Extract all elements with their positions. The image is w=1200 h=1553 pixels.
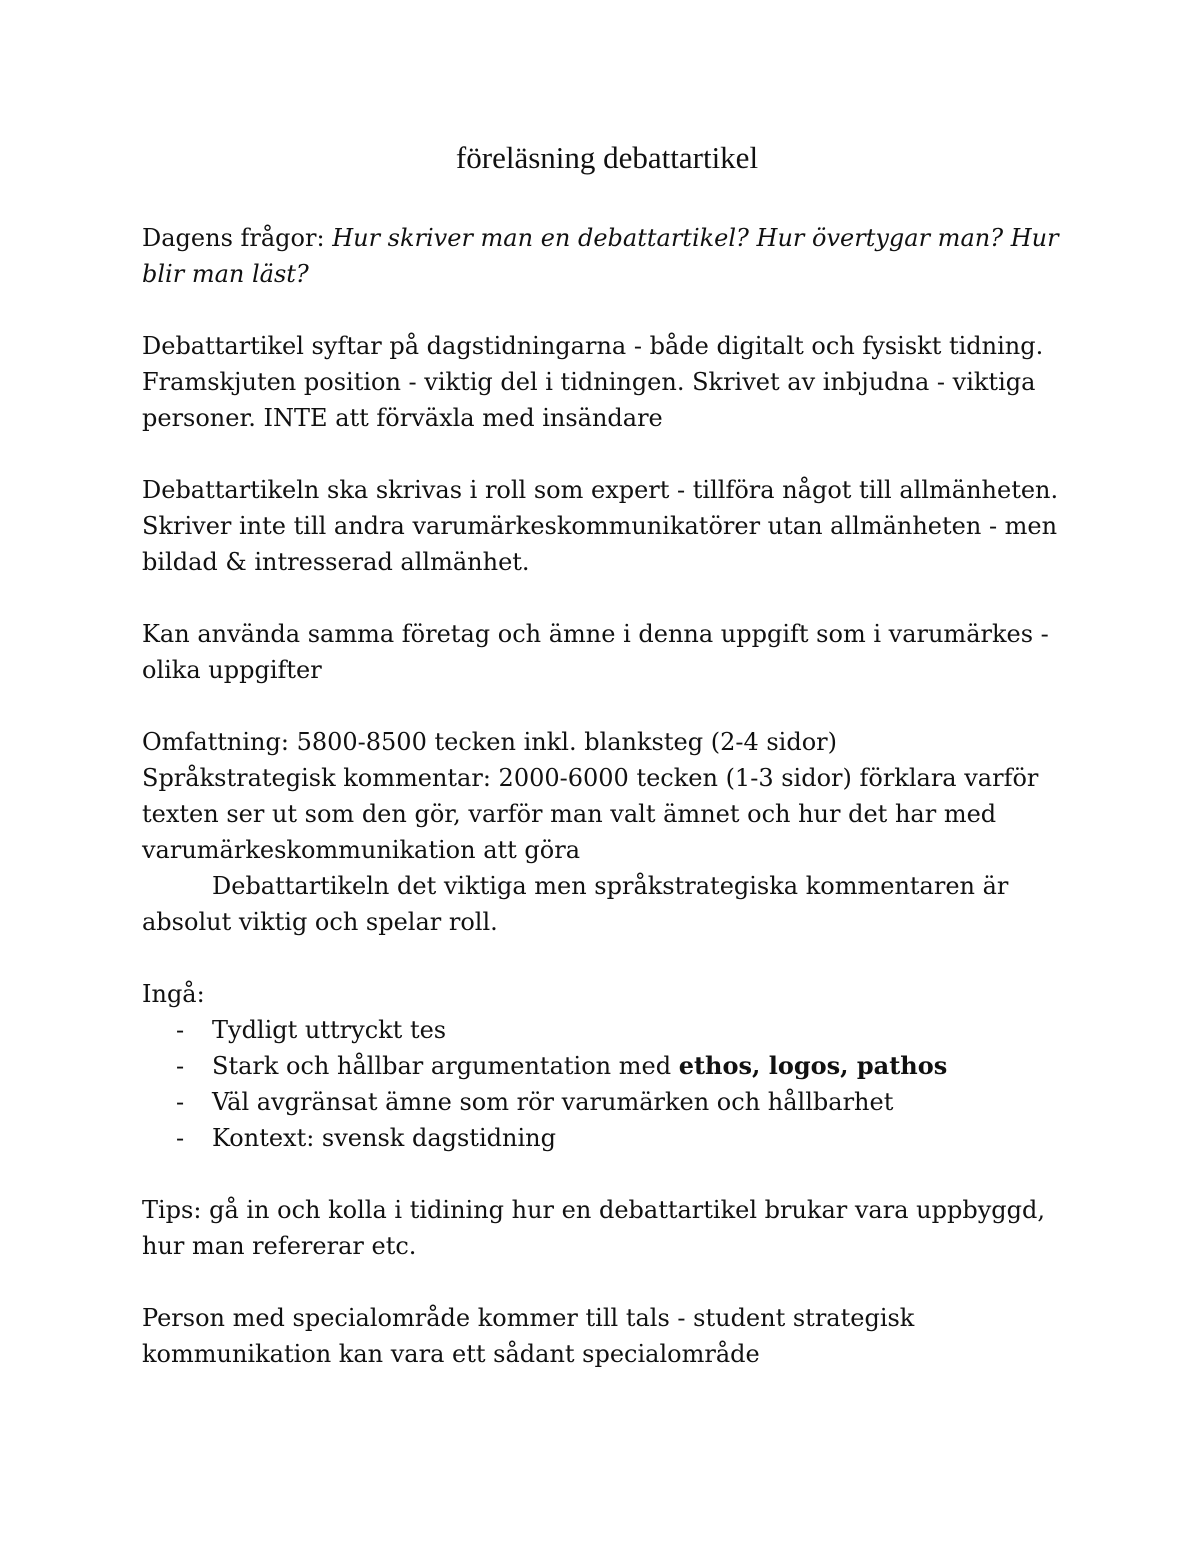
indent-spacer: [142, 872, 212, 900]
intro-paragraph: [142, 220, 1072, 292]
dash-bullet: -: [176, 1124, 185, 1152]
paragraph-expert-role: Debattartikeln ska skrivas i roll som expert - tillföra något till allmänheten. Skriver inte till andra varumärkeskommunikatörer utan allmänheten - men bildad & intresserad allmänhet.: [142, 476, 1059, 576]
scope-line-extent: Omfattning: 5800-8500 tecken inkl. blanksteg (2-4 sidor): [142, 728, 837, 756]
scope-importance-text: Debattartikeln det viktiga men språkstrategiska kommentaren är absolut viktig och spelar roll.: [142, 872, 1009, 936]
dash-bullet: -: [176, 1052, 185, 1080]
list-item-text: Stark och hållbar argumentation med: [212, 1052, 679, 1080]
dash-bullet: -: [176, 1088, 185, 1116]
scope-line-commentary: Språkstrategisk kommentar: 2000-6000 tecken (1-3 sidor) förklara varför texten ser ut som den gör, varför man valt ämnet och hur det har med varumärkeskommunikation att göra: [142, 764, 1039, 864]
paragraph-same-company: Kan använda samma företag och ämne i denna uppgift som i varumärkes - olika uppgifter: [142, 620, 1049, 684]
list-item-text: Väl avgränsat ämne som rör varumärken och hållbarhet: [212, 1088, 894, 1116]
list-item-text: Tydligt uttryckt tes: [212, 1016, 447, 1044]
dash-bullet: -: [176, 1016, 185, 1044]
list-item: [142, 1084, 1072, 1120]
intro-questions: Hur skriver man en debattartikel? Hur övertygar man? Hur blir man läst?: [142, 224, 1059, 288]
include-heading: Ingå:: [142, 980, 205, 1008]
scope-line-importance: [142, 868, 1072, 940]
list-item: [142, 1048, 1072, 1084]
document-title: föreläsning debattartikel: [455, 140, 759, 175]
list-item-bold-text: ethos, logos, pathos: [678, 1051, 948, 1080]
document-page: [142, 138, 1072, 1408]
paragraph-debate-article: Debattartikel syftar på dagstidningarna - både digitalt och fysiskt tidning. Framskjuten position - viktig del i tidningen. Skrivet av inbjudna - viktiga personer. INTE att förväxla med insändare: [142, 332, 1044, 432]
tips-paragraph: Tips: gå in och kolla i tidining hur en debattartikel brukar vara uppbyggd, hur man refererar etc.: [142, 1196, 1045, 1260]
include-list: [142, 1012, 1072, 1156]
intro-label: Dagens frågor:: [142, 224, 333, 252]
list-item-text: Kontext: svensk dagstidning: [212, 1124, 556, 1152]
list-item: [142, 1120, 1072, 1156]
closing-paragraph: Person med specialområde kommer till tals - student strategisk kommunikation kan vara ett sådant specialområde: [142, 1304, 915, 1368]
list-item: [142, 1012, 1072, 1048]
